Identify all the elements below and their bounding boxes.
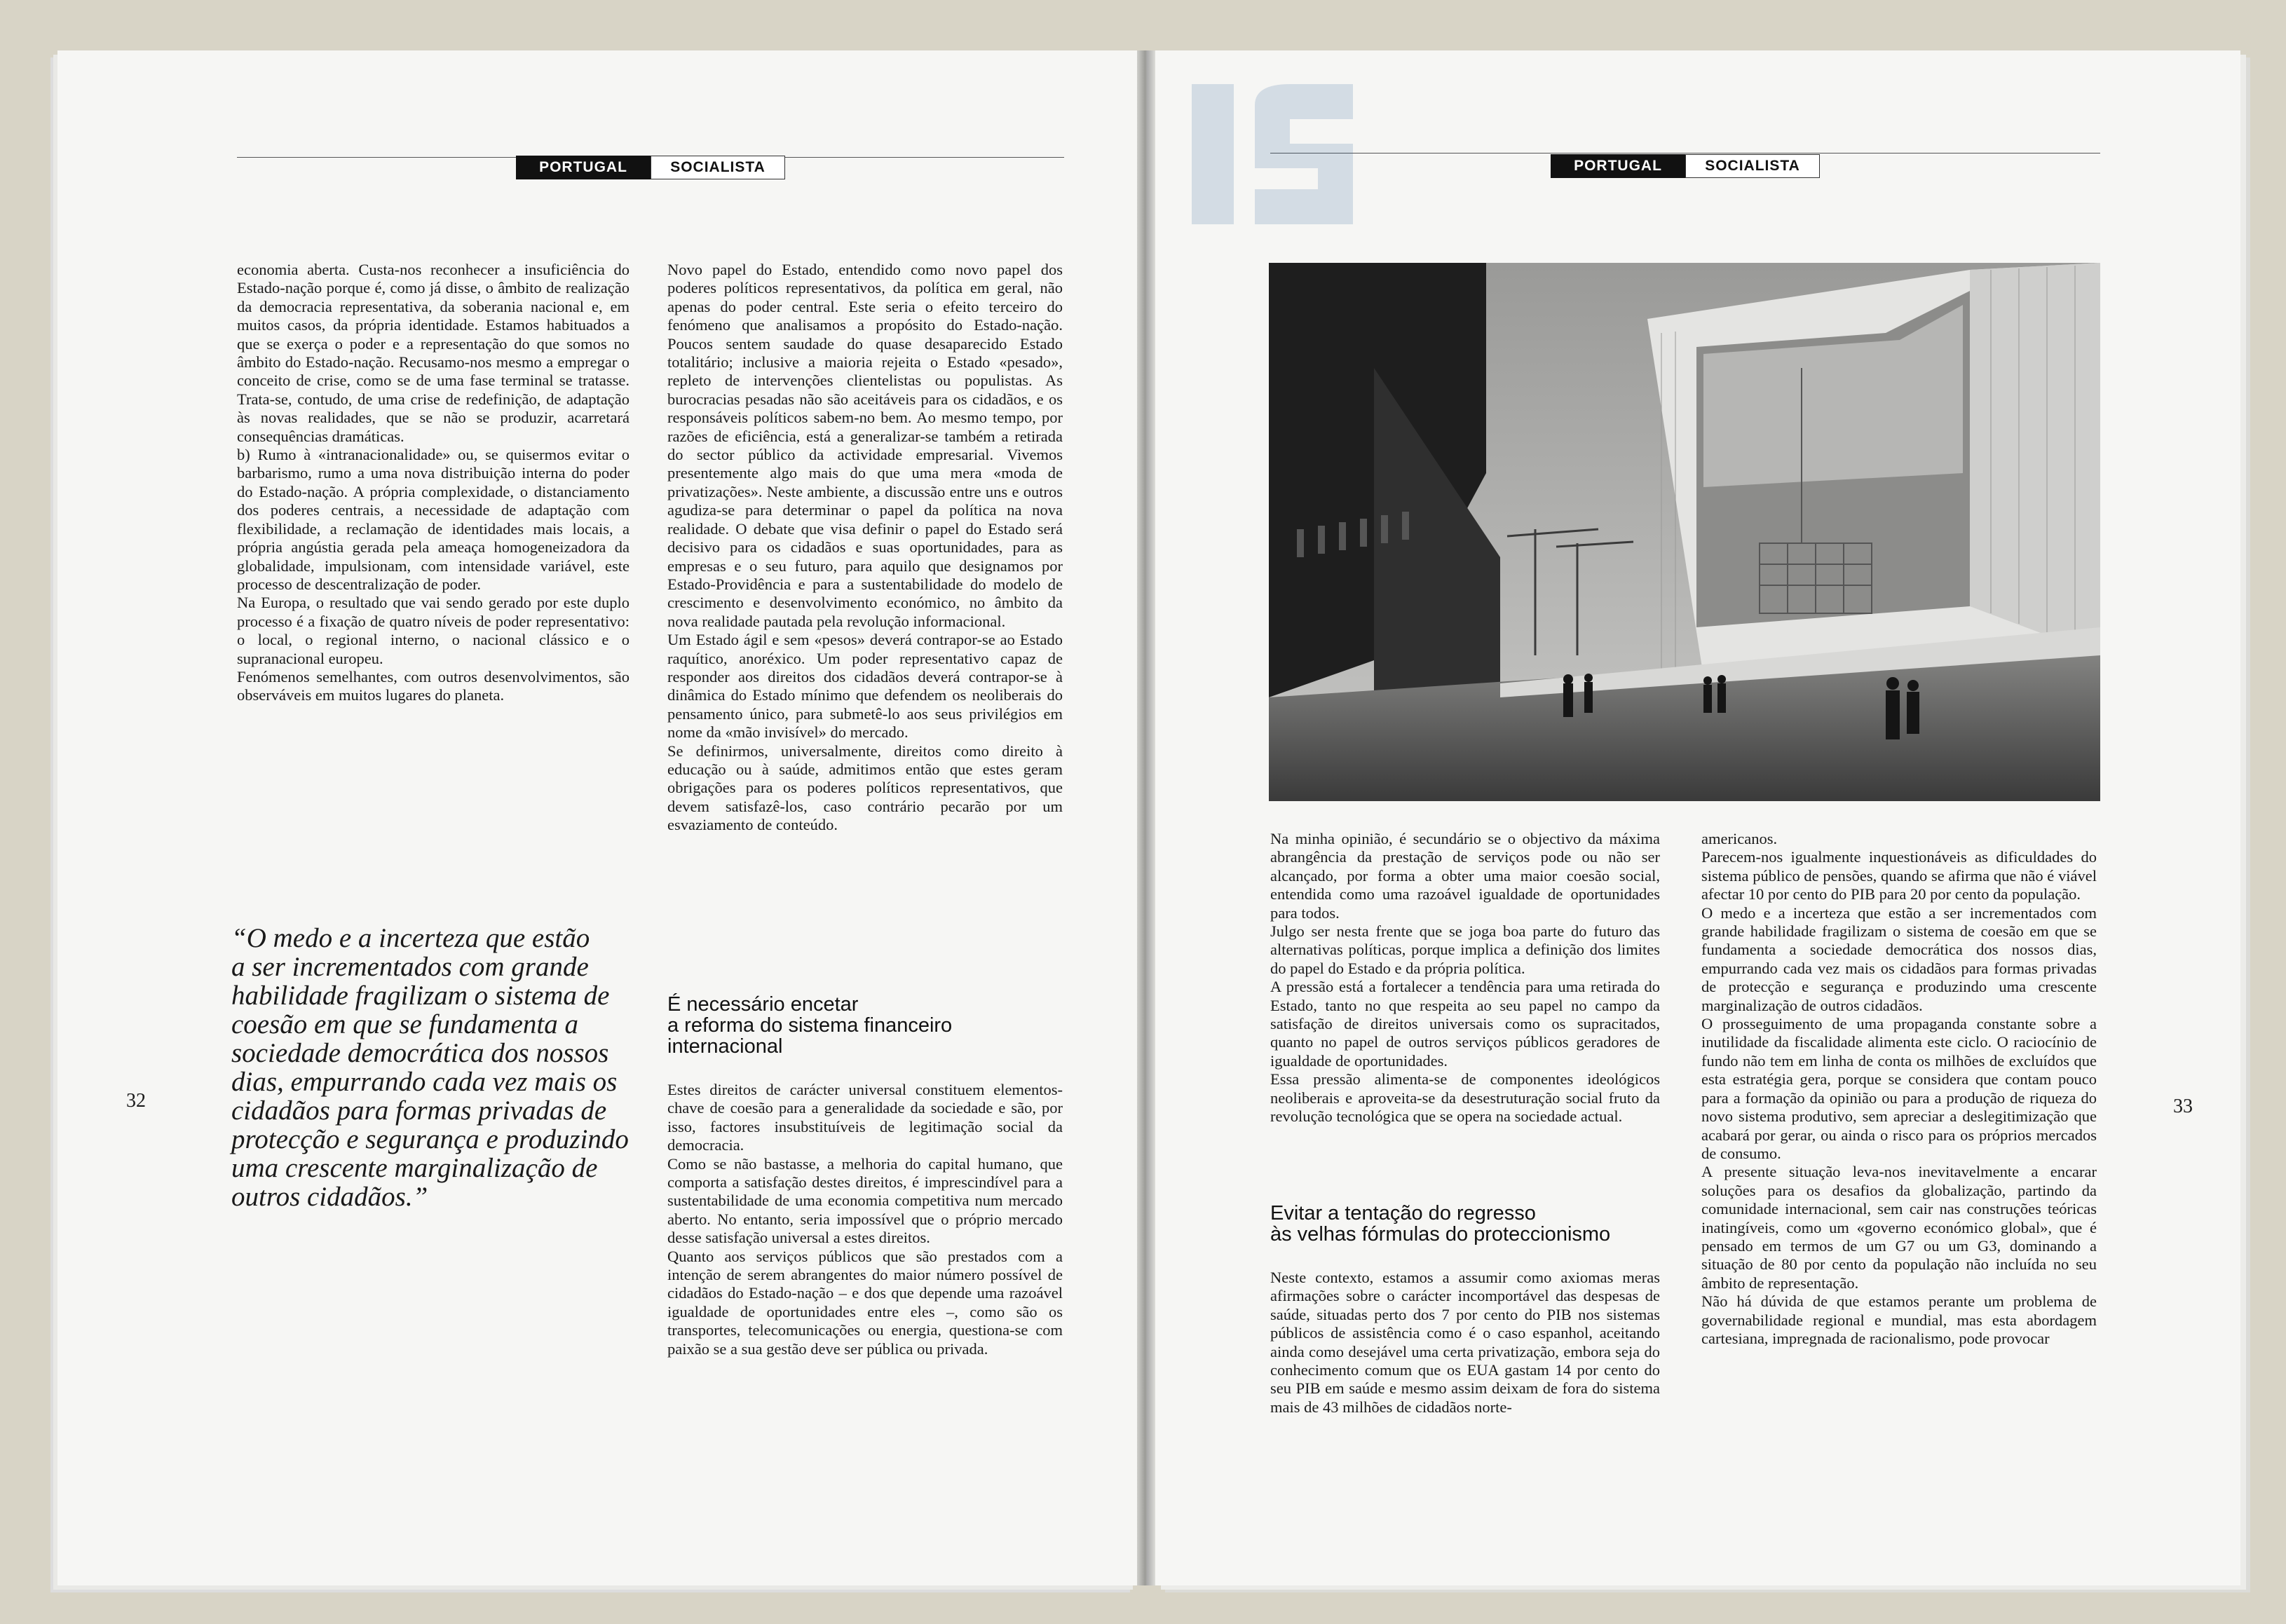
photo-grande-arche bbox=[1269, 263, 2100, 801]
right-column-1-text: Na minha opinião, é secundário se o objectivo da máxima abrangência da prestação de serviços pode ou não ser alcançado, por forma a obter uma maior coesão social, entendida como uma razoável igualdade de oportunidades para todos. Julgo ser nesta frente que se joga boa parte do futuro das alternativas políticas, porque implica a definição dos limites do papel do Estado e da própria política. A pressão está a fortalecer a tendência para uma retirada do Estado, tanto no que respeita ao seu papel no campo da satisfação de direitos universais como os supracitados, quanto no papel de outros serviços públicos geradores de igualdade de oportunidades. Essa pressão alimenta-se de componentes ideológicos neoliberais e aproveita-se da desestruturação social fruto da revolução tecnológica que se opera na sociedade actual. bbox=[1270, 830, 1660, 1126]
header-tag-socialista: SOCIALISTA bbox=[1685, 154, 1820, 178]
header-tag-portugal: PORTUGAL bbox=[1551, 154, 1685, 178]
header-tag-portugal: PORTUGAL bbox=[516, 156, 651, 179]
header-right bbox=[1551, 154, 1820, 178]
grande-arche-illustration bbox=[1269, 263, 2100, 801]
section-heading-proteccionismo: Evitar a tentação do regresso às velhas fórmulas do proteccionismo bbox=[1270, 1202, 1611, 1246]
book-gutter bbox=[1137, 50, 1155, 1585]
pull-quote: “O medo e a incerteza que estão a ser incrementados com grande habilidade fragilizam o sistema de coesão em que se fundamenta a sociedade democrática dos nossos dias, empurrando cada vez mais os cidadãos para formas privadas de protecção e segurança e produzindo uma crescente marginalização de outros cidadãos.” bbox=[231, 923, 629, 1212]
left-column-1-text: economia aberta. Custa-nos reconhecer a insuficiência do Estado-nação porque é, como já disse, o âmbito de realização da democracia representativa, da soberania nacional e, em muitos casos, da própria identidade. Estamos habituados a que se exerça o poder e a representação do que somos no âmbito do Estado-nação. Recusamo-nos mesmo a empregar o conceito de crise, como se de uma fase terminal se tratasse. Trata-se, contudo, de uma crise de redefinição, de adaptação às novas realidades, que se não se produzir, acarretará consequências dramáticas. b) Rumo à «intranacionalidade» ou, se quisermos evitar o barbarismo, rumo a uma nova distribuição interna do poder do Estado-nação. A própria complexidade, o distanciamento dos poderes centrais, a necessidade de adaptação com flexibilidade, a reclamação de identidades mais locais, a própria angústia gerada pela ameaça homogeneizadora da globalidade, impulsionam, com intensidade variável, este processo de descentralização de poder. Na Europa, o resultado que vai sendo gerado por este duplo processo é a fixação de quatro níveis de poder representativo: o local, o regional interno, o nacional clássico e o supranacional europeu. Fenómenos semelhantes, com outros desenvolvimentos, são observáveis em muitos lugares do planeta. bbox=[237, 261, 630, 704]
header-left bbox=[516, 156, 785, 179]
page-number-left: 32 bbox=[126, 1090, 146, 1112]
header-tag-socialista: SOCIALISTA bbox=[651, 156, 785, 179]
right-column-2-text: americanos. Parecem-nos igualmente inquestionáveis as dificuldades do sistema público de pensões, quando se afirma que não é viável afectar 10 por cento do PIB para 20 por cento da população. O medo e a incerteza que estão a ser incrementados com grande habilidade fragilizam o sistema de coesão em que se fundamenta a sociedade democrática dos nossos dias, empurrando cada vez mais os cidadãos para formas privadas de protecção e segurança e produzindo uma crescente marginalização de outros cidadãos. O prosseguimento de uma propaganda constante sobre a inutilidade da fiscalidade alimenta este ciclo. O raciocínio de fundo não tem em linha de conta os milhões de excluídos que esta estratégia gera, porque se considera que contam pouco para a formação da opinião ou para a produção de riqueza do novo sistema produtivo, sem apreciar a deslegitimização que acabará por gerar, ou ainda o risco para os próprios mercados de consumo. A presente situação leva-nos inevitavelmente a encarar soluções para os desafios da globalização, partindo da comunidade internacional, sem cair nas construções teóricas inatingíveis, como um «governo económico global», que é pensado em termos de um G7 ou um G3, dominando a situação de 80 por cento da população não incluída no seu âmbito de representação. Não há dúvida de que estamos perante um problema de governabilidade regional e mundial, mas esta abordagem cartesiana, impregnada de racionalismo, pode provocar bbox=[1701, 830, 2097, 1347]
section-heading-reforma: É necessário encetar a reforma do sistema financeiro internacional bbox=[667, 993, 953, 1058]
right-column-1-text-continued: Neste contexto, estamos a assumir como axiomas meras afirmações sobre o carácter incomportável das despesas de saúde, situadas perto dos 7 por cento do PIB nos sistemas públicos de assistência como é o caso espanhol, aceitando ainda como desejável uma certa privatização, embora seja do conhecimento comum que os EUA gastam 14 por cento do seu PIB em saúde e mesmo assim deixam de fora do sistema mais de 43 milhões de cidadãos norte- bbox=[1270, 1269, 1660, 1416]
left-column-2-text: Novo papel do Estado, entendido como novo papel dos poderes políticos representativos, da política em geral, não apenas do poder central. Este seria o efeito terceiro do fenómeno que analisamos a propósito do Estado-nação. Poucos sentem saudade do quase desaparecido Estado totalitário; inclusive a maioria rejeita o Estado «pesado», repleto de intervenções clientelistas ou populistas. As burocracias pesadas não são aceitáveis para os cidadãos, e os responsáveis políticos sabem-no bem. Ao mesmo tempo, por razões de eficiência, está a generalizar-se também a retirada do sector público da actividade empresarial. Vivemos presentemente algo mais do que uma mera «moda de privatizações». Neste ambiente, a discussão entre uns e outros agudiza-se para determinar o papel da política na nova realidade. O debate que visa definir o papel do Estado será decisivo para os cidadãos e suas oportunidades, para as empresas e o seu futuro, para aquilo que designamos por Estado-Providência e para a sustentabilidade do modelo de crescimento e desenvolvimento económico, no âmbito da nova realidade pautada pela revolução informacional. Um Estado ágil e sem «pesos» deverá contrapor-se ao Estado raquítico, anoréxico. Um poder representativo capaz de responder aos direitos dos cidadãos deverá contrapor-se à dinâmica do Estado mínimo que defendem os neoliberais do pensamento único, para submetê-lo aos seus privilégios em nome da «mão invisível» do mercado. Se definirmos, universalmente, direitos como direito à educação ou à saúde, admitimos então que estes geram obrigações para os poderes políticos representativos, que devem satisfazê-los, caso contrário pecarão por um esvaziamento de conteúdo. bbox=[667, 261, 1063, 834]
ps-logo-watermark bbox=[1185, 77, 1367, 238]
left-column-2-text-continued: Estes direitos de carácter universal constituem elementos-chave de coesão para a generalidade da sociedade e são, por isso, factores insubstituíveis de legitimação social da democracia. Como se não bastasse, a melhoria do capital humano, que comporta a satisfação destes direitos, é imprescindível para a sustentabilidade de uma economia competitiva num mercado aberto. No entanto, seria impossível que o próprio mercado desse satisfação universal a estes direitos. Quanto aos serviços públicos que são prestados com a intenção de serem abrangentes do maior número possível de cidadãos do Estado-nação – e dos que depende uma razoável igualdade de oportunidades entre eles –, como são os transportes, telecomunicações ou energia, questiona-se com paixão se a sua gestão deve ser pública ou privada. bbox=[667, 1081, 1063, 1358]
page-number-right: 33 bbox=[2173, 1096, 2193, 1117]
